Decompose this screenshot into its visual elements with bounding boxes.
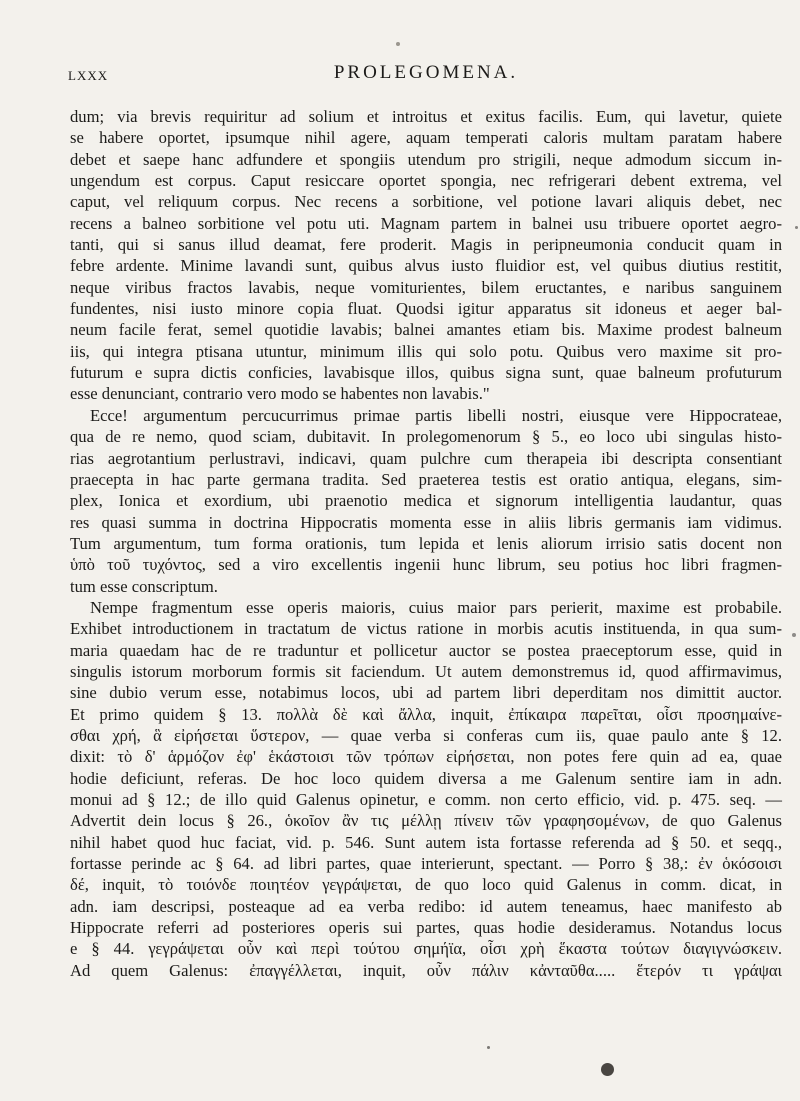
text-line: nihil habet quod huc faciat, vid. p. 546. Sunt autem ista fortasse referenda ad § 50. et seqq., <box>70 832 782 852</box>
text-line: futurum e supra dictis conficies, lavabisque illos, quibus signa sunt, quae balneum profuturum <box>70 363 782 383</box>
paragraph-start-line: Ecce! argumentum percucurrimus primae partis libelli nostri, eiusque vere Hippocrateae, <box>90 405 782 425</box>
text-line: adn. iam descripsi, posteaque ad ea verba redibo: id autem teneamus, haec manifesto ab <box>70 896 782 916</box>
text-line: e § 44. γεγράψεται οὖν καὶ περὶ τούτου σημήϊα, οἷσι χρὴ ἕκαστα τούτων διαγιγνώσκειν. <box>70 939 782 959</box>
ink-speck <box>792 633 796 637</box>
text-line: neum facile ferat, semel quotidie lavabis; balnei amantes etiam bis. Maxime prodest balneum <box>70 320 782 340</box>
text-line: plex, Ionica et exordium, ubi praenotio medica et signorum intelligentia laudantur, quas <box>70 491 782 511</box>
text-line: fortasse perinde ac § 64. ad libri partes, quae interierunt, spectant. — Porro § 38,: ἐν ὁκόσοισι <box>70 854 782 874</box>
paragraph-end-line: esse denunciant, contrario vero modo se habentes non lavabis." <box>70 384 490 404</box>
text-line: qua de re nemo, quod sciam, dubitavit. In prolegomenorum § 5., eo loco ubi singulas histo- <box>70 427 782 447</box>
text-line: rias aegrotantium perlustravi, indicavi, quam pulchre cum therapeia ibi descripta consentiant <box>70 448 782 468</box>
text-line: maria quaedam hac de re traduntur et pollicetur auctor se postea praeceptorum esse, quid in <box>70 640 782 660</box>
body-text <box>70 106 782 1002</box>
text-line: Exhibet introductionem in tractatum de victus ratione in morbis acutis instituenda, in qua sum- <box>70 619 782 639</box>
ink-speck <box>795 226 798 229</box>
paragraph-start-line: Nempe fragmentum esse operis maioris, cuius maior pars perierit, maxime est probabile. <box>90 597 782 617</box>
text-line: Hippocrate referri ad posteriores operis sui partes, quas hodie desideramus. Notandus locus <box>70 918 782 938</box>
text-line: tanti, qui si sanus illud deamat, fere proderit. Magis in peripneumonia conducit quam in <box>70 235 782 255</box>
text-line: singulis istorum morborum formis sit faciendum. Ut autem demonstremus id, quod affirmavimus, <box>70 661 782 681</box>
text-line: dum; via brevis requiritur ad solium et introitus et exitus facilis. Eum, qui lavetur, quiete <box>70 107 782 126</box>
text-line: hodie deficiunt, referas. De hoc loco quidem diversa a me Galenum sentire iam in adn. <box>70 768 782 788</box>
text-line: σθαι χρή, ἃ εἰρήσεται ὕστερον, — quae verba si conferas cum iis, quae paulo ante § 12. <box>70 725 782 745</box>
text-line: Tum argumentum, tum forma orationis, tum lepida et lenis aliorum irrisio satis docent non <box>70 533 782 553</box>
text-line: δέ, inquit, τὸ τοιόνδε ποιητέον γεγράψεται, de quo loco quid Galenus in comm. dicat, in <box>70 875 782 895</box>
text-line: ungendum est corpus. Caput resiccare oportet spongia, nec refrigerari debent extrema, vel <box>70 171 782 191</box>
text-line: neque viribus fractos lavabis, neque vomiturientes, bilem eructantes, e naribus sanguinem <box>70 277 782 297</box>
text-line: res quasi summa in doctrina Hippocratis momenta esse in aliis libris germanis iam vidimus. <box>70 512 782 532</box>
text-line: se habere oportet, ipsumque nihil agere, aquam temperati caloris multam paratam habere <box>70 128 782 148</box>
text-line: ὑπὸ τοῦ τυχόντος, sed a viro excellentis ingenii hunc librum, seu potius hoc libri fragmen- <box>70 555 782 575</box>
running-head <box>68 62 784 86</box>
text-line: recens a balneo sorbitione vel potu uti. Magnam partem in balnei usu tribuere oportet aegro- <box>70 213 782 233</box>
ornament-dot <box>396 42 400 46</box>
text-line: debet et saepe hanc adfundere et spongiis utendum pro strigili, neque admodum siccum in- <box>70 149 782 169</box>
text-line: febre ardente. Minime lavandi sunt, quibus alvus iusto fluidior est, vel quibus diutius restitit, <box>70 256 782 276</box>
text-line: monui ad § 12.; de illo quid Galenus opinetur, e comm. non certo efficio, vid. p. 475. seq. — <box>70 790 782 809</box>
page-number: LXXX <box>68 68 109 83</box>
text-line: caput, vel reliquum corpus. Nec recens a sorbitione, vel potione lavari aliquis debet, nec <box>70 192 782 212</box>
text-line: dixit: τὸ δ' ἁρμόζον ἐφ' ἑκάστοισι τῶν τρόπων εἰρήσεται, non potes fere quin ad ea, quae <box>70 747 782 767</box>
text-line: fundentes, nisi iusto minore copia fluat. Quodsi igitur apparatus sit idoneus et aeger bal- <box>70 299 782 319</box>
text-line: sine dubio verum esse, notabimus locos, ubi ad partem libri deperditam nos dimittit auctor. <box>70 683 782 703</box>
ink-speck <box>487 1046 490 1049</box>
text-line: praecepta in hac parte germana tradita. Sed praeterea testis est oratio antiqua, elegans, sim- <box>70 469 782 489</box>
text-line: Advertit dein locus § 26., ὁκοῖον ἂν τις μέλλῃ πίνειν τῶν γραφησομένων, de quo Galenus <box>70 811 782 831</box>
text-line: Ad quem Galenus: ἐπαγγέλλεται, inquit, οὖν πάλιν κἀνταῦθα..... ἕτερόν τι γράψαι <box>70 960 782 980</box>
running-title: PROLEGOMENA. <box>333 62 519 83</box>
text-line: iis, qui integra ptisana utuntur, minimum illis qui solo potu. Quibus vero maxime sit pro- <box>70 341 782 361</box>
ink-speck <box>601 1063 614 1076</box>
paragraph-end-line: tum esse conscriptum. <box>70 576 218 596</box>
text-line: Et primo quidem § 13. πολλὰ δὲ καὶ ἄλλα, inquit, ἐπίκαιρα παρεῖται, οἷσι προσημαίνε- <box>70 704 782 724</box>
text-line <box>70 981 782 1002</box>
